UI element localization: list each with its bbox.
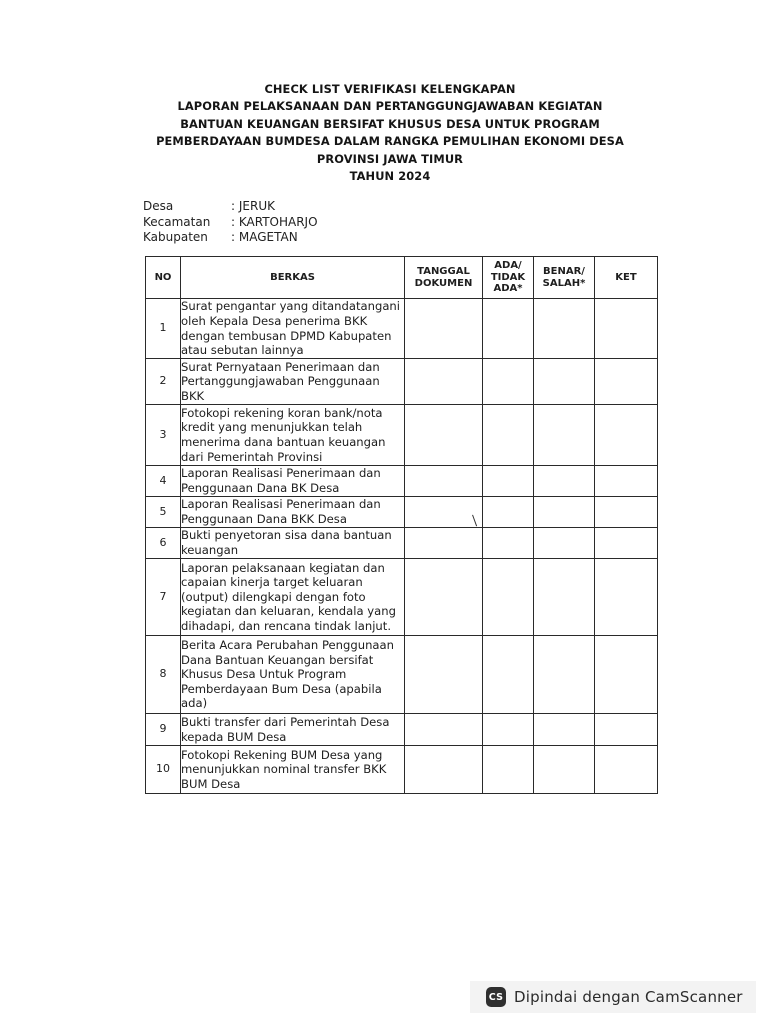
cell-benar (534, 559, 595, 636)
header-ada-line-2: TIDAK (490, 271, 526, 283)
cell-ada (483, 746, 534, 794)
cell-ket (595, 528, 658, 559)
header-tanggal-line-1: TANGGAL (417, 265, 470, 277)
document-title (120, 81, 660, 185)
cell-tanggal (405, 359, 483, 405)
title-line-2: LAPORAN PELAKSANAAN DAN PERTANGGUNGJAWABAN KEGIATAN (177, 99, 603, 114)
row-number: 2 (146, 359, 181, 405)
cell-benar (534, 359, 595, 405)
table-row (146, 497, 658, 528)
camscanner-icon: CS (486, 987, 506, 1007)
cell-tanggal (405, 466, 483, 497)
title-line-6: TAHUN 2024 (349, 169, 431, 184)
desa-value: : JERUK (231, 199, 275, 213)
row-berkas: Surat pengantar yang ditandatangani oleh Kepala Desa penerima BKK dengan tembusan DPMD Kabupaten atau sebutan lainnya (181, 299, 405, 359)
row-number: 3 (146, 405, 181, 466)
cell-benar (534, 636, 595, 714)
cell-benar (534, 466, 595, 497)
cell-ket (595, 559, 658, 636)
cell-ket (595, 636, 658, 714)
cell-benar (534, 746, 595, 794)
table-row (146, 714, 658, 746)
camscanner-watermark (470, 981, 756, 1013)
cell-ada (483, 528, 534, 559)
table-row (146, 528, 658, 559)
row-berkas: Surat Pernyataan Penerimaan dan Pertanggungjawaban Penggunaan BKK (181, 359, 405, 405)
cell-ada (483, 405, 534, 466)
desa-label: Desa (143, 199, 174, 213)
cell-ket (595, 359, 658, 405)
cell-ada (483, 466, 534, 497)
cell-tanggal (405, 746, 483, 794)
title-line-1: CHECK LIST VERIFIKASI KELENGKAPAN (264, 82, 516, 96)
header-tanggal-dokumen (405, 257, 483, 299)
camscanner-label: Dipindai dengan CamScanner (514, 988, 743, 1006)
checklist-table (145, 256, 658, 794)
title-line-3: BANTUAN KEUANGAN BERSIFAT KHUSUS DESA UNTUK PROGRAM (180, 116, 600, 131)
row-berkas: Laporan pelaksanaan kegiatan dan capaian kinerja target keluaran (output) dilengkapi dengan foto kegiatan dan keluaran, kendala yang dihadapi, dan rencana tindak lanjut. (181, 559, 405, 636)
row-number: 4 (146, 466, 181, 497)
header-tanggal-line-2: DOKUMEN (414, 277, 473, 289)
cell-benar (534, 714, 595, 746)
row-number: 6 (146, 528, 181, 559)
table-row (146, 636, 658, 714)
table-row (146, 466, 658, 497)
kabupaten-label: Kabupaten (143, 230, 208, 245)
cell-ket (595, 714, 658, 746)
cell-tanggal (405, 559, 483, 636)
row-berkas: Bukti transfer dari Pemerintah Desa kepada BUM Desa (181, 714, 405, 746)
cell-ket (595, 466, 658, 497)
cell-ada (483, 559, 534, 636)
cell-ket (595, 746, 658, 794)
info-row-desa (143, 199, 318, 215)
header-ket: KET (595, 257, 658, 299)
cell-ket (595, 497, 658, 528)
row-berkas: Laporan Realisasi Penerimaan dan Penggunaan Dana BKK Desa (181, 497, 405, 528)
cell-ket (595, 299, 658, 359)
cell-tanggal (405, 636, 483, 714)
row-number: 10 (146, 746, 181, 794)
table-row (146, 746, 658, 794)
title-line-4: PEMBERDAYAAN BUMDESA DALAM RANGKA PEMULIHAN EKONOMI DESA (156, 134, 624, 149)
row-number: 8 (146, 636, 181, 714)
cell-benar (534, 528, 595, 559)
row-berkas: Fotokopi Rekening BUM Desa yang menunjukkan nominal transfer BKK BUM Desa (181, 746, 405, 794)
table-header-row (146, 257, 658, 299)
row-berkas: Laporan Realisasi Penerimaan dan Penggunaan Dana BK Desa (181, 466, 405, 497)
cell-tanggal (405, 299, 483, 359)
cell-benar (534, 299, 595, 359)
location-info (143, 199, 318, 246)
cell-tanggal (405, 497, 483, 528)
cell-ada (483, 714, 534, 746)
info-row-kabupaten (143, 230, 318, 246)
row-number: 1 (146, 299, 181, 359)
kecamatan-value: : KARTOHARJO (231, 214, 318, 229)
cell-ket (595, 405, 658, 466)
header-benar-line-1: BENAR/ (543, 265, 585, 277)
header-ada-line-1: ADA/ (494, 260, 522, 272)
kabupaten-value: : MAGETAN (231, 230, 298, 245)
cell-ada (483, 497, 534, 528)
table-row (146, 359, 658, 405)
cell-ada (483, 359, 534, 405)
table-row (146, 559, 658, 636)
header-benar-salah (534, 257, 595, 299)
row-berkas: Berita Acara Perubahan Penggunaan Dana Bantuan Keuangan bersifat Khusus Desa Untuk Program Pemberdayaan Bum Desa (apabila ada) (181, 636, 405, 714)
kecamatan-label: Kecamatan (143, 214, 211, 229)
row-number: 5 (146, 497, 181, 528)
header-ada-line-3: ADA* (493, 283, 523, 295)
cell-tanggal (405, 714, 483, 746)
table-row (146, 299, 658, 359)
header-benar-line-2: SALAH* (542, 277, 586, 289)
cell-benar (534, 405, 595, 466)
cell-tanggal (405, 528, 483, 559)
header-ada-tidak-ada (483, 257, 534, 299)
header-no: NO (146, 257, 181, 299)
row-number: 9 (146, 714, 181, 746)
cell-ada (483, 636, 534, 714)
info-row-kecamatan (143, 215, 318, 231)
row-number: 7 (146, 559, 181, 636)
header-berkas: BERKAS (181, 257, 405, 299)
cell-ada (483, 299, 534, 359)
table-row (146, 405, 658, 466)
row-berkas: Fotokopi rekening koran bank/nota kredit yang menunjukkan telah menerima dana bantuan keuangan dari Pemerintah Provinsi (181, 405, 405, 466)
cell-benar (534, 497, 595, 528)
title-line-5: PROVINSI JAWA TIMUR (316, 151, 464, 166)
cell-tanggal (405, 405, 483, 466)
row-berkas: Bukti penyetoran sisa dana bantuan keuangan (181, 528, 405, 559)
